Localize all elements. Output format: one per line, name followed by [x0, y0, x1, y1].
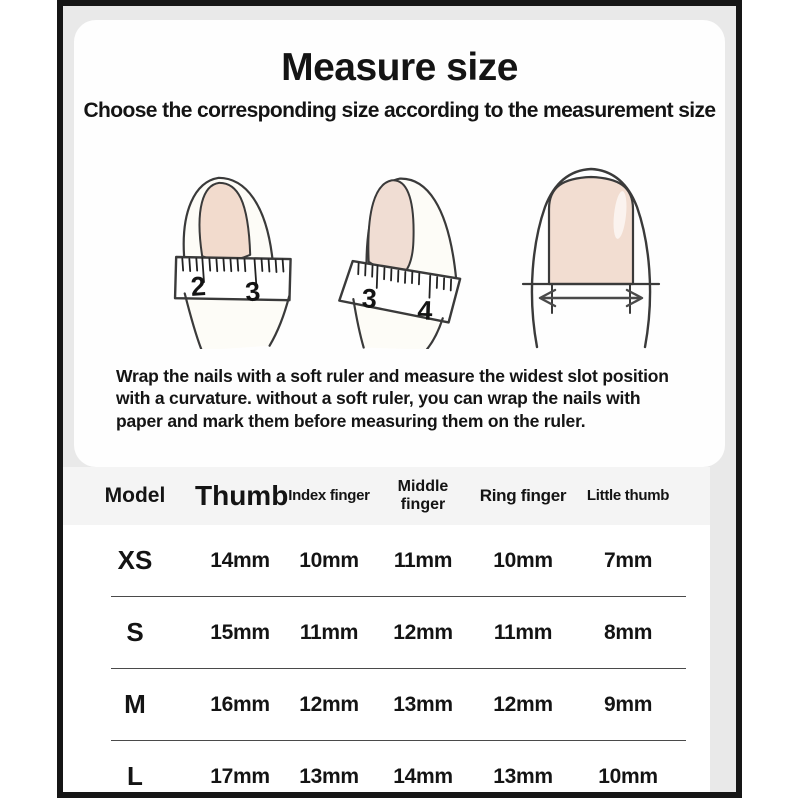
measure-guide-card: [74, 20, 725, 467]
size-value: 10mm: [493, 548, 553, 572]
model-label: M: [124, 689, 146, 719]
finger-tape-side-illustration: [333, 153, 483, 349]
size-value: 13mm: [299, 764, 359, 788]
page-subtitle: Choose the corresponding size according to the measurement size: [83, 99, 716, 122]
tape-number: 3: [360, 283, 377, 314]
size-value: 14mm: [210, 548, 270, 572]
page-title: Measure size: [281, 46, 518, 89]
width-arrow-icon: [540, 290, 642, 306]
column-header-index-finger: Index finger: [288, 486, 370, 504]
size-table-header: [63, 467, 710, 525]
tape-number: 3: [244, 276, 262, 308]
size-value: 9mm: [603, 692, 653, 716]
size-value: 11mm: [493, 620, 553, 644]
size-value: 12mm: [493, 692, 553, 716]
size-value: 7mm: [603, 548, 653, 572]
size-value: 11mm: [393, 548, 453, 572]
table-row-m: [63, 669, 710, 740]
table-row-s: [63, 597, 710, 668]
measurement-illustrations: [74, 153, 725, 349]
table-row-l: [63, 741, 710, 798]
size-value: 11mm: [299, 620, 359, 644]
size-table: [63, 467, 710, 792]
size-value: 15mm: [210, 620, 270, 644]
column-header-thumb: Thumb: [195, 480, 289, 511]
size-value: 12mm: [393, 620, 453, 644]
column-header-ring-finger: Ring finger: [479, 486, 567, 505]
tape-number: 2: [189, 271, 207, 303]
model-label: XS: [117, 545, 153, 575]
model-label: S: [126, 617, 144, 647]
size-value: 13mm: [393, 692, 453, 716]
finger-tape-front-illustration: [134, 153, 304, 349]
instruction-text: Wrap the nails with a soft ruler and measure the widest slot position with a curvature. without a soft ruler, you can wrap the nails with paper and mark them before measuring them on the ruler.: [116, 366, 669, 431]
column-header-little-thumb: Little thumb: [586, 486, 670, 504]
size-value: 8mm: [603, 620, 653, 644]
nail-shape: [367, 179, 415, 273]
column-header-middle-finger: Middle finger: [397, 478, 449, 513]
column-header-model: Model: [104, 484, 166, 507]
nail-width-illustration: [511, 153, 671, 349]
content-frame: [57, 0, 742, 798]
table-row-xs: [63, 525, 710, 596]
size-value: 10mm: [299, 548, 359, 572]
tape-number: 4: [416, 295, 433, 326]
size-value: 14mm: [393, 764, 453, 788]
size-value: 13mm: [493, 764, 553, 788]
size-value: 12mm: [299, 692, 359, 716]
size-value: 10mm: [598, 764, 658, 788]
size-value: 16mm: [210, 692, 270, 716]
size-value: 17mm: [210, 764, 270, 788]
model-label: L: [127, 761, 143, 791]
